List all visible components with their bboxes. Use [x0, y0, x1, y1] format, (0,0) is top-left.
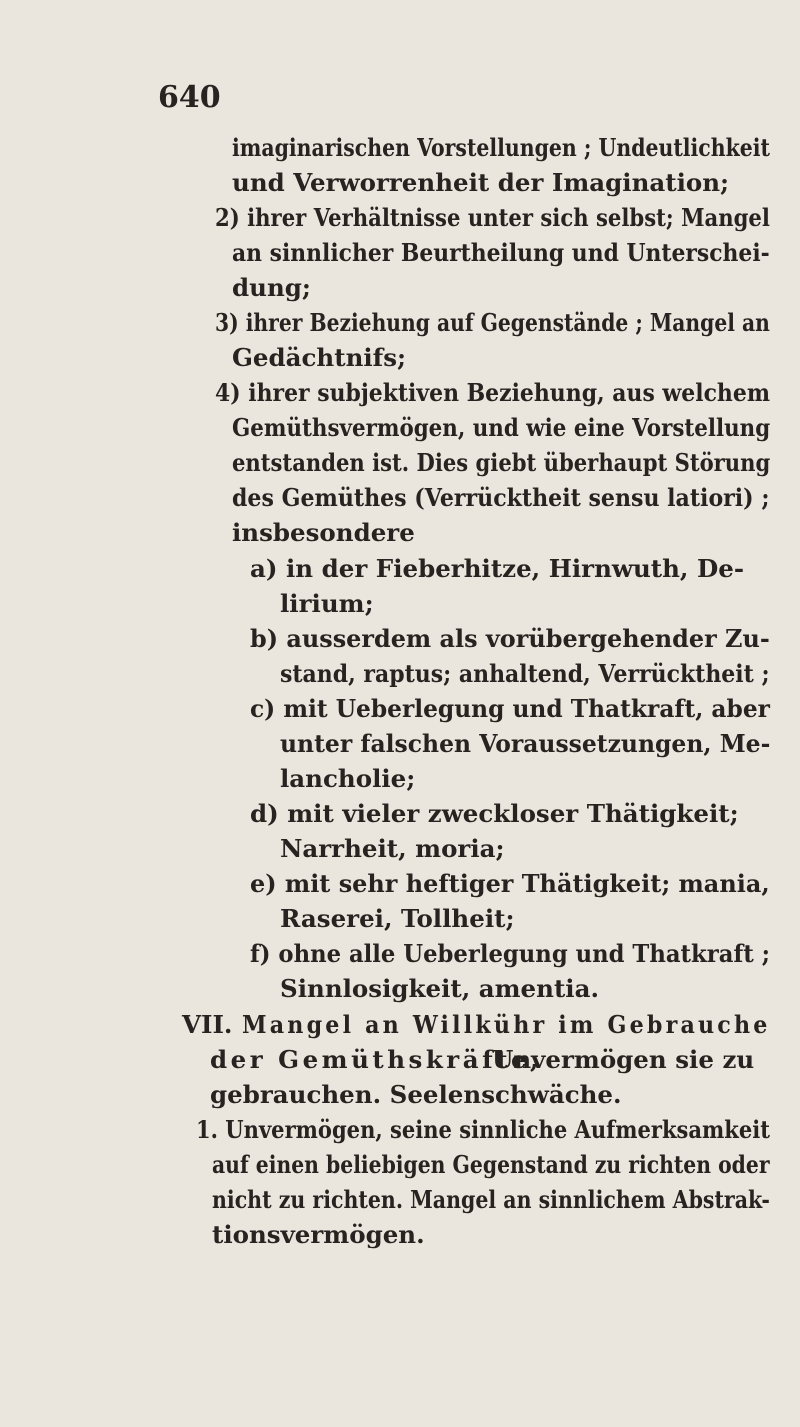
text-line: lirium;	[280, 589, 374, 618]
text-line: f) ohne alle Ueberlegung und Thatkraft ;	[250, 939, 771, 968]
text-line: dung;	[232, 273, 311, 302]
text-line: e) mit sehr heftiger Thätigkeit; mania,	[250, 869, 770, 898]
text-line: a) in der Fieberhitze, Hirnwuth, De-	[250, 554, 744, 583]
text-line: c) mit Ueberlegung und Thatkraft, aber	[250, 694, 770, 723]
text-line: Narrheit, moria;	[280, 834, 505, 863]
text-line: imaginarischen Vorstellungen ; Undeutlichkeit	[232, 133, 770, 162]
text-line: gebrauchen. Seelenschwäche.	[210, 1080, 622, 1109]
text-line: tionsvermögen.	[212, 1220, 425, 1249]
text-line: Raserei, Tollheit;	[280, 904, 515, 933]
text-line: Gemüthsvermögen, und wie eine Vorstellung	[232, 413, 771, 442]
section-number: VII.	[182, 1010, 233, 1039]
text-line: 2) ihrer Verhältnisse unter sich selbst; Mangel	[215, 203, 770, 232]
text-line: b) ausserdem als vorübergehender Zu-	[250, 624, 770, 653]
text-line: 3) ihrer Beziehung auf Gegenstände ; Mangel an	[215, 308, 770, 337]
section-heading: Mangel an Willkühr im Gebrauche	[242, 1010, 771, 1039]
text-line: insbesondere	[232, 518, 415, 547]
text-line: lancholie;	[280, 764, 416, 793]
text-line: entstanden ist. Dies giebt überhaupt Störung	[232, 448, 771, 477]
text-line: an sinnlicher Beurtheilung und Unterschei-	[232, 238, 770, 267]
text-line: 4) ihrer subjektiven Beziehung, aus welchem	[215, 378, 771, 407]
text-line: d) mit vieler zweckloser Thätigkeit;	[250, 799, 739, 828]
text-line: nicht zu richten. Mangel an sinnlichem Abstrak-	[212, 1185, 770, 1214]
text-line: des Gemüthes (Verrücktheit sensu latiori) ;	[232, 483, 770, 512]
text-line: unter falschen Voraussetzungen, Me-	[280, 729, 771, 758]
text-line: auf einen beliebigen Gegenstand zu richten oder	[212, 1150, 770, 1179]
text-line: stand, raptus; anhaltend, Verrücktheit ;	[280, 659, 770, 688]
text-line: Sinnlosigkeit, amentia.	[280, 974, 599, 1003]
text-line: 1. Unvermögen, seine sinnliche Aufmerksamkeit	[196, 1115, 770, 1144]
text-line: Gedächtnifs;	[232, 343, 407, 372]
page-number: 640	[158, 80, 221, 115]
section-heading: der Gemüthskräfte,	[210, 1045, 543, 1074]
text-line: Unvermögen sie zu	[492, 1045, 755, 1074]
text-line: und Verworrenheit der Imagination;	[232, 168, 730, 197]
